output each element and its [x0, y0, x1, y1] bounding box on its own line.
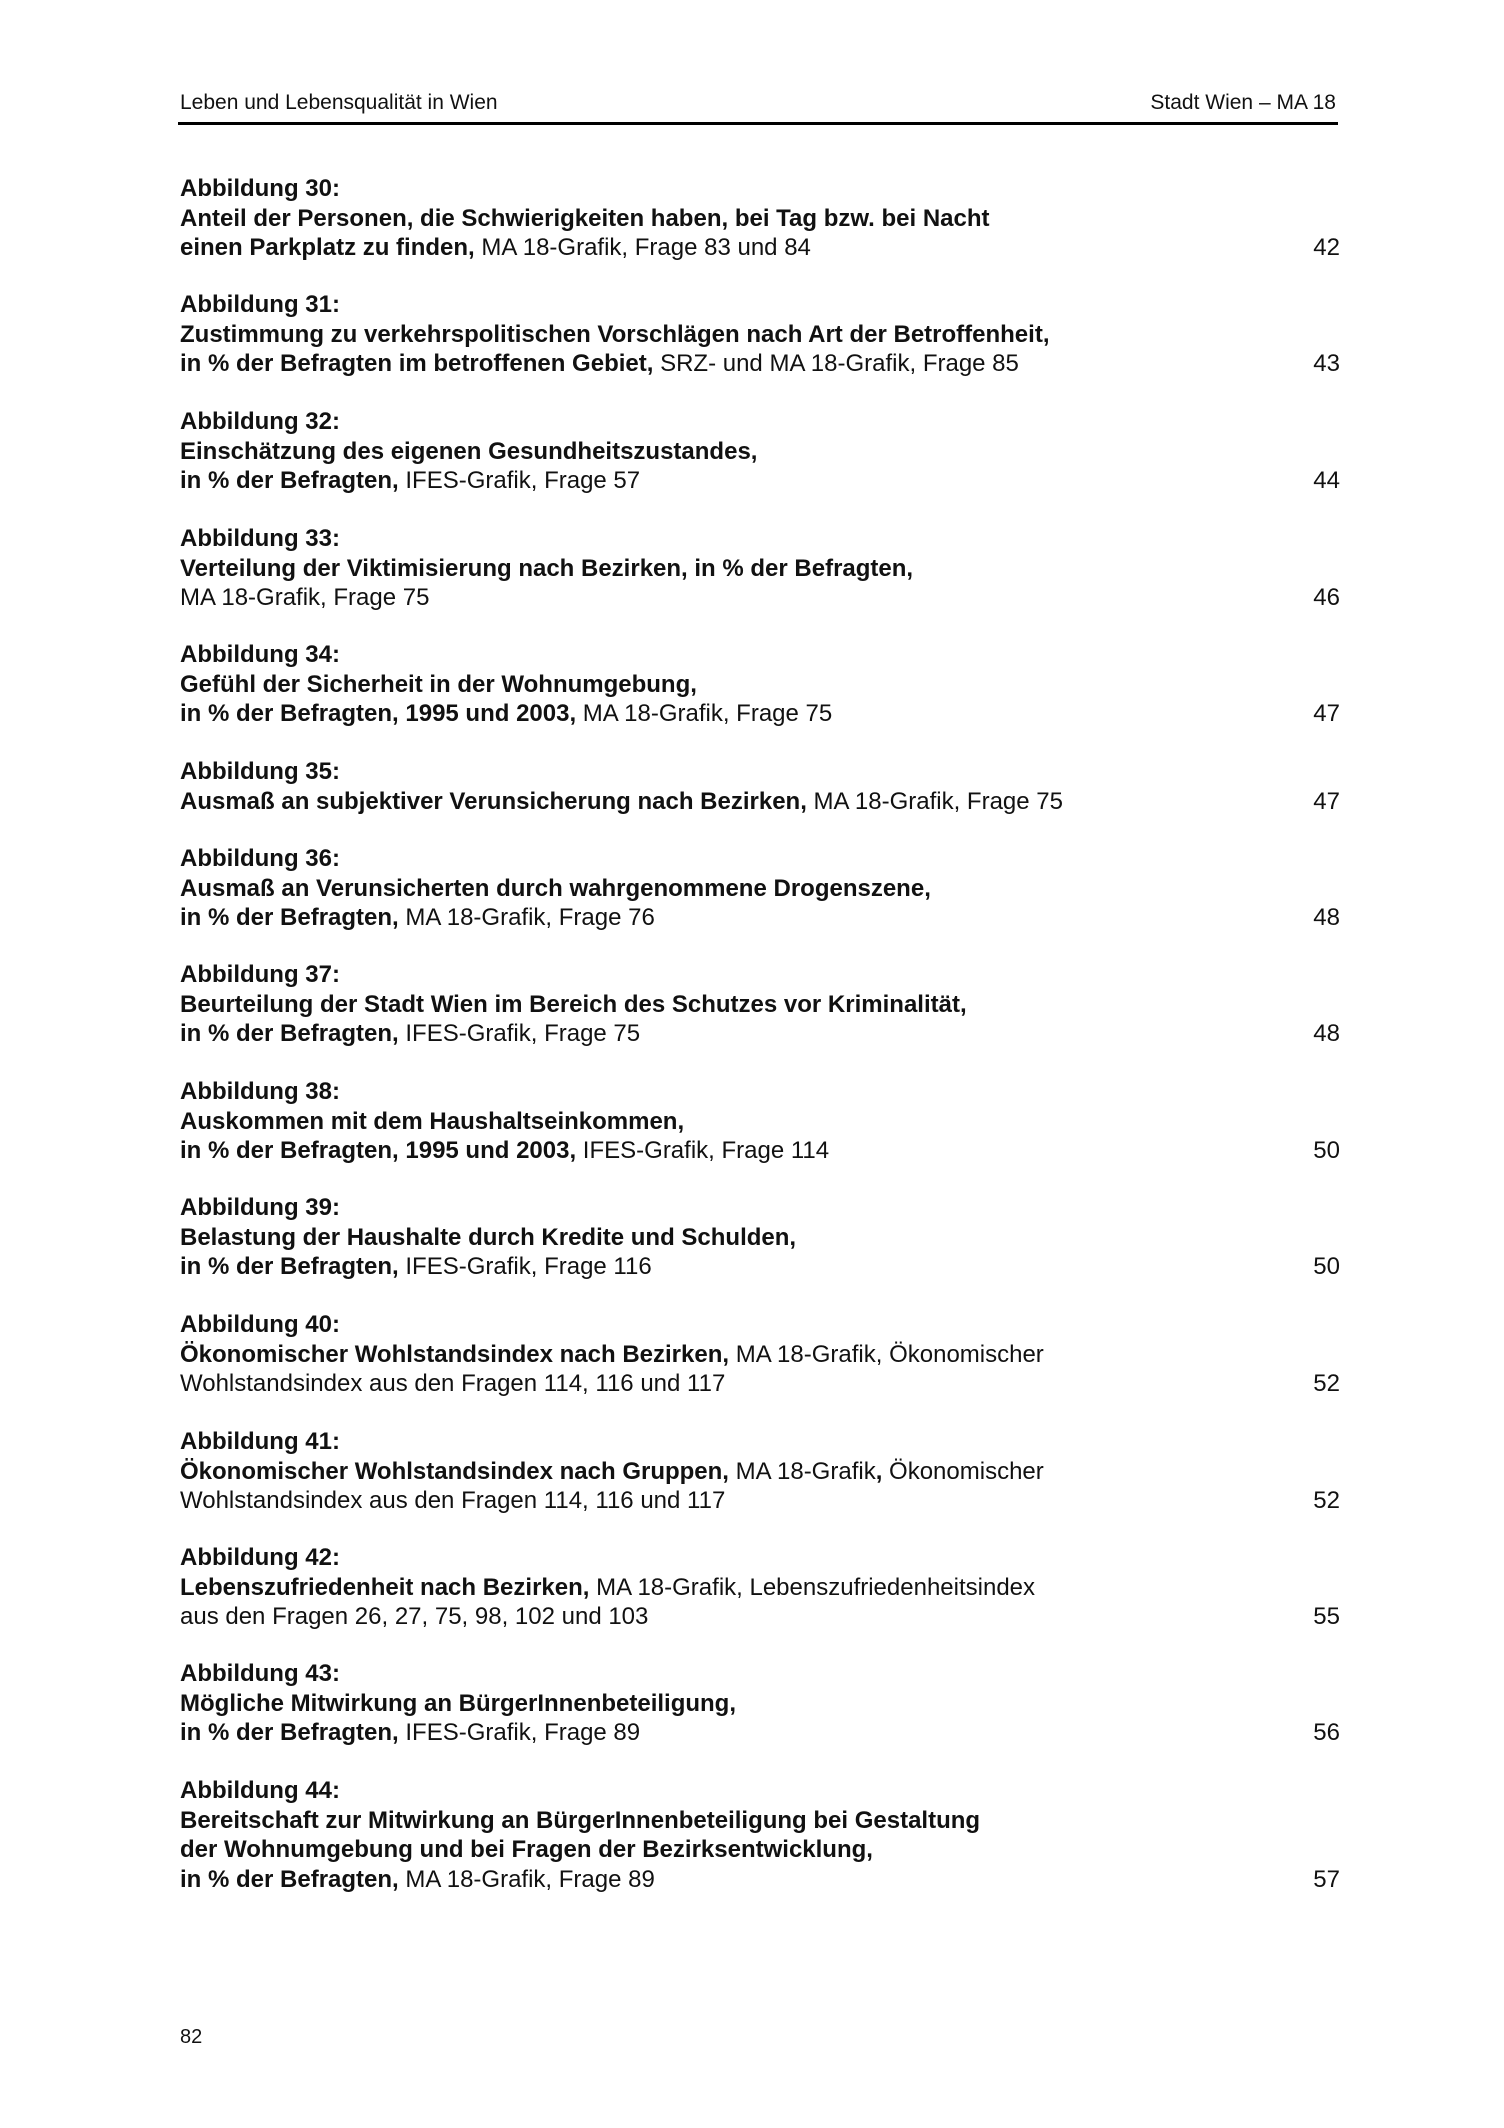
figure-caption-line [180, 437, 1340, 467]
figure-number: Abbildung 41: [180, 1428, 340, 1455]
figure-entry [180, 407, 1340, 496]
figure-number: Abbildung 36: [180, 845, 340, 872]
figure-page-number: 43 [1313, 350, 1340, 377]
figure-caption-line [180, 204, 1340, 234]
figure-entry [180, 1543, 1340, 1632]
caption-source-text: Wohlstandsindex aus den Fragen 114, 116 und 117 [180, 1370, 726, 1397]
figure-caption-line [180, 1602, 1340, 1632]
caption-bold-text: Anteil der Personen, die Schwierigkeiten haben, bei Tag bzw. bei Nacht [180, 204, 990, 232]
caption-bold-text: , [875, 1457, 883, 1485]
caption-bold-text: Ausmaß an Verunsicherten durch wahrgenommene Drogenszene, [180, 874, 931, 902]
caption-bold-text: Ökonomischer Wohlstandsindex nach Gruppen, [180, 1457, 729, 1485]
figure-caption-line [180, 670, 1340, 700]
figure-caption-line [180, 1136, 1340, 1166]
figure-caption-line [180, 990, 1340, 1020]
figure-entry [180, 844, 1340, 933]
figure-page-number: 44 [1313, 467, 1340, 494]
caption-bold-text: in % der Befragten, [180, 1719, 399, 1746]
figure-caption-line [180, 787, 1340, 817]
header-publisher: Stadt Wien – MA 18 [1150, 91, 1336, 114]
figure-number: Abbildung 35: [180, 758, 340, 785]
caption-bold-text: in % der Befragten, [180, 1865, 399, 1893]
caption-bold-text: Ausmaß an subjektiver Verunsicherung nach Bezirken, [180, 787, 807, 815]
figure-caption-line [180, 1486, 1340, 1516]
figure-entry [180, 960, 1340, 1049]
figure-caption-line [180, 1340, 1340, 1370]
figure-caption-line [180, 1865, 1340, 1895]
caption-source-text: IFES-Grafik, Frage 57 [398, 467, 641, 494]
caption-bold-text: einen Parkplatz zu finden, [180, 234, 475, 261]
figure-number: Abbildung 31: [180, 291, 340, 318]
caption-source-text: IFES-Grafik, Frage 75 [398, 1020, 641, 1047]
figure-entry [180, 1776, 1340, 1894]
caption-bold-text: Auskommen mit dem Haushaltseinkommen, [180, 1107, 685, 1135]
figure-caption-line [180, 349, 1340, 379]
caption-bold-text: Verteilung der Viktimisierung nach Bezirken, in % der Befragten, [180, 554, 914, 582]
header-title: Leben und Lebensqualität in Wien [180, 91, 498, 114]
figure-caption-line [180, 466, 1340, 496]
caption-bold-text: Einschätzung des eigenen Gesundheitszustandes, [180, 437, 758, 465]
figure-caption-line [180, 874, 1340, 904]
caption-source-text: IFES-Grafik, Frage 89 [398, 1719, 641, 1746]
figure-number: Abbildung 44: [180, 1777, 340, 1804]
figure-page-number: 47 [1313, 700, 1340, 727]
figure-number: Abbildung 37: [180, 961, 340, 988]
caption-bold-text: in % der Befragten, 1995 und 2003, [180, 700, 577, 727]
caption-bold-text: Belastung der Haushalte durch Kredite und Schulden, [180, 1223, 797, 1251]
figure-number: Abbildung 34: [180, 641, 340, 668]
figure-entry [180, 290, 1340, 379]
caption-source-text: MA 18-Grafik [728, 1457, 876, 1485]
figure-caption-line [180, 1252, 1340, 1282]
figure-caption-line [180, 1689, 1340, 1719]
figure-page-number: 52 [1313, 1487, 1340, 1514]
figure-page-number: 42 [1313, 234, 1340, 261]
caption-source-text: IFES-Grafik, Frage 114 [576, 1137, 830, 1164]
figure-entry [180, 1193, 1340, 1282]
figure-caption-line [180, 1835, 1340, 1865]
figure-entry [180, 757, 1340, 816]
figure-caption-line [180, 1223, 1340, 1253]
caption-source-text: Wohlstandsindex aus den Fragen 114, 116 und 117 [180, 1487, 726, 1514]
caption-source-text: MA 18-Grafik, Frage 83 und 84 [474, 234, 811, 261]
caption-bold-text: in % der Befragten, [180, 1020, 399, 1047]
figure-caption-line [180, 903, 1340, 933]
caption-bold-text: in % der Befragten, [180, 904, 399, 931]
figure-page-number: 55 [1313, 1603, 1340, 1630]
caption-source-text: aus den Fragen 26, 27, 75, 98, 102 und 103 [180, 1603, 649, 1630]
figure-page-number: 48 [1313, 1020, 1340, 1047]
caption-bold-text: Zustimmung zu verkehrspolitischen Vorschlägen nach Art der Betroffenheit, [180, 320, 1050, 348]
caption-bold-text: Gefühl der Sicherheit in der Wohnumgebung, [180, 670, 697, 698]
figure-caption-line [180, 699, 1340, 729]
caption-bold-text: in % der Befragten, 1995 und 2003, [180, 1137, 577, 1164]
caption-bold-text: Bereitschaft zur Mitwirkung an BürgerInnenbeteiligung bei Gestaltung [180, 1806, 981, 1834]
figure-caption-line [180, 320, 1340, 350]
caption-bold-text: in % der Befragten, [180, 467, 399, 494]
page-number: 82 [180, 2026, 203, 2048]
figure-caption-line [180, 1369, 1340, 1399]
figure-page-number: 47 [1313, 787, 1340, 815]
figure-caption-line [180, 1573, 1340, 1603]
caption-source-text: MA 18-Grafik, Frage 75 [806, 787, 1063, 815]
figure-number: Abbildung 39: [180, 1194, 340, 1221]
figure-caption-line [180, 1718, 1340, 1748]
caption-source-text: MA 18-Grafik, Lebenszufriedenheitsindex [589, 1573, 1036, 1601]
figure-entry [180, 640, 1340, 729]
figure-page-number: 50 [1313, 1253, 1340, 1280]
figure-caption-line [180, 1457, 1340, 1487]
caption-source-text: MA 18-Grafik, Frage 75 [576, 700, 833, 727]
figure-caption-line [180, 1107, 1340, 1137]
figure-caption-line [180, 583, 1340, 613]
figure-number: Abbildung 33: [180, 525, 340, 552]
caption-source-text: MA 18-Grafik, Frage 75 [180, 584, 430, 611]
caption-source-text: SRZ- und MA 18-Grafik, Frage 85 [653, 350, 1019, 377]
figure-entry [180, 1659, 1340, 1748]
figure-page-number: 56 [1313, 1719, 1340, 1746]
figure-page-number: 52 [1313, 1370, 1340, 1397]
figure-number: Abbildung 42: [180, 1544, 340, 1571]
caption-bold-text: in % der Befragten im betroffenen Gebiet, [180, 350, 654, 377]
figure-caption-line [180, 1019, 1340, 1049]
figure-number: Abbildung 38: [180, 1078, 340, 1105]
figure-caption-line [180, 554, 1340, 584]
caption-bold-text: Mögliche Mitwirkung an BürgerInnenbeteiligung, [180, 1689, 737, 1717]
caption-bold-text: Beurteilung der Stadt Wien im Bereich des Schutzes vor Kriminalität, [180, 990, 967, 1018]
figure-page-number: 57 [1313, 1865, 1340, 1893]
caption-source-text: IFES-Grafik, Frage 116 [398, 1253, 652, 1280]
caption-bold-text: Ökonomischer Wohlstandsindex nach Bezirken, [180, 1340, 730, 1368]
figure-number: Abbildung 32: [180, 408, 340, 435]
figure-page-number: 50 [1313, 1137, 1340, 1164]
figure-number: Abbildung 40: [180, 1311, 340, 1338]
figure-number: Abbildung 43: [180, 1660, 340, 1687]
caption-source-text: MA 18-Grafik, Ökonomischer [729, 1340, 1044, 1368]
figure-caption-line [180, 233, 1340, 263]
caption-bold-text: der Wohnumgebung und bei Fragen der Bezirksentwicklung, [180, 1836, 873, 1863]
figure-number: Abbildung 30: [180, 175, 340, 202]
figure-entry [180, 1427, 1340, 1516]
figure-caption-line [180, 1806, 1340, 1836]
figure-entry [180, 1310, 1340, 1399]
figure-page-number: 46 [1313, 584, 1340, 611]
running-header [178, 88, 1338, 125]
figure-entry [180, 174, 1340, 263]
figure-entry [180, 524, 1340, 613]
figure-page-number: 48 [1313, 904, 1340, 931]
figure-entry [180, 1077, 1340, 1166]
caption-source-text: MA 18-Grafik, Frage 76 [398, 904, 655, 931]
caption-source-text: Ökonomischer [882, 1457, 1044, 1485]
caption-bold-text: Lebenszufriedenheit nach Bezirken, [180, 1573, 590, 1601]
caption-source-text: MA 18-Grafik, Frage 89 [398, 1865, 655, 1893]
caption-bold-text: in % der Befragten, [180, 1253, 399, 1280]
